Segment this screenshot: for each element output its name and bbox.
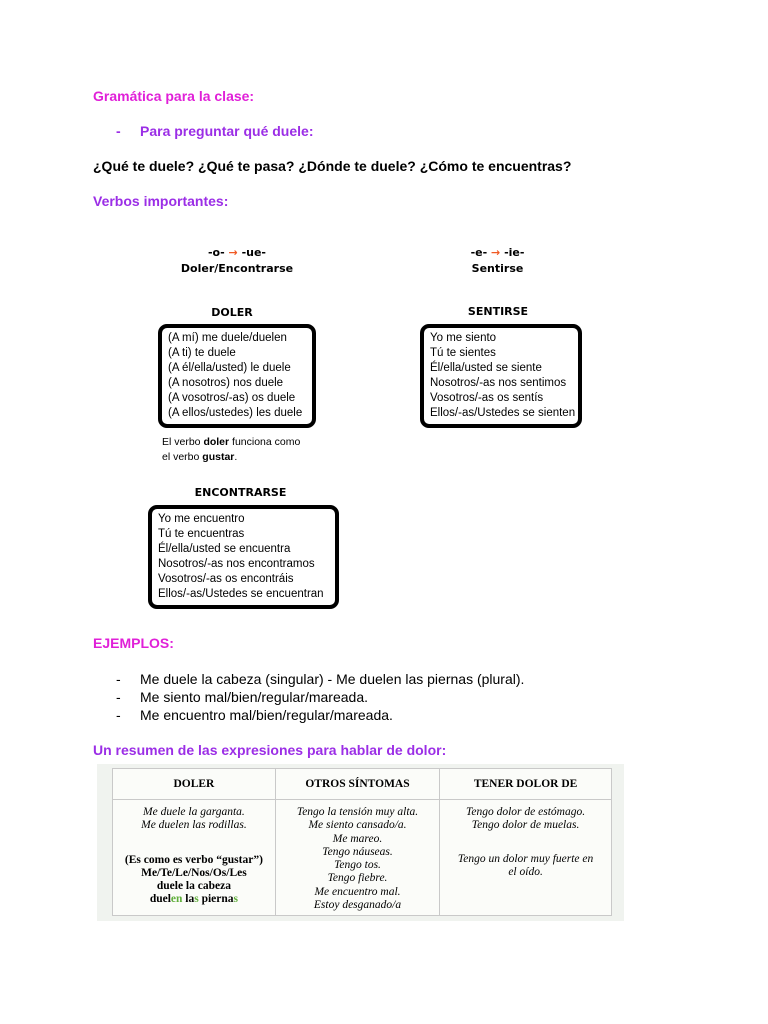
stem-from: -o- xyxy=(207,246,225,259)
highlighted-ending: en xyxy=(170,893,183,906)
questions-line: ¿Qué te duele? ¿Qué te pasa? ¿Dónde te duele? ¿Cómo te encuentras? xyxy=(93,158,572,174)
stem-change-o-ue xyxy=(162,245,312,277)
text-part: duel xyxy=(149,893,171,906)
conjugation-line: Yo me siento xyxy=(430,332,497,344)
list-item xyxy=(116,688,524,706)
symptom-line: Me siento cansado/a. xyxy=(308,819,407,832)
example-text: Me siento mal/bien/regular/mareada. xyxy=(140,689,369,705)
summary-table-image xyxy=(97,764,624,921)
conjugation-line: (A mí) me duele/duelen xyxy=(168,332,287,344)
arrow-right-icon: → xyxy=(228,246,238,259)
doler-title: DOLER xyxy=(211,306,253,319)
table-header: DOLER xyxy=(113,769,275,800)
conjugation-line: (A vosotros/-as) os duele xyxy=(168,392,296,404)
list-item xyxy=(116,706,524,724)
bullet-heading xyxy=(116,123,313,139)
sentirse-title: SENTIRSE xyxy=(467,305,529,318)
symptom-line: Tengo tos. xyxy=(334,859,381,872)
table-header: OTROS SÍNTOMAS xyxy=(275,769,439,800)
doler-cell xyxy=(113,800,275,916)
arrow-right-icon: → xyxy=(491,246,501,259)
doler-example: Me duelen las rodillas. xyxy=(141,819,247,832)
conjugation-line: Él/ella/usted se encuentra xyxy=(158,543,291,555)
tener-line: Tengo dolor de estómago. xyxy=(466,806,586,818)
symptom-line: Estoy desganado/a xyxy=(313,899,402,912)
conjugation-line: (A él/ella/usted) le duele xyxy=(168,362,291,374)
symptom-line: Tengo náuseas. xyxy=(322,845,393,858)
doler-note-line: Me/Te/Le/Nos/Os/Les xyxy=(141,866,247,879)
conjugation-line: (A ellos/ustedes) les duele xyxy=(168,407,303,419)
bullet-dash: - xyxy=(116,123,121,139)
doler-note xyxy=(162,435,300,465)
conjugation-line: Ellos/-as/Ustedes se encuentran xyxy=(158,588,324,600)
note-bold-verb: doler xyxy=(203,436,230,448)
symptom-line: Me mareo. xyxy=(332,832,383,845)
example-text: Me duele la cabeza (singular) - Me duelen las piernas (plural). xyxy=(140,671,525,687)
text-part: la xyxy=(182,893,195,906)
conjugation-line: Vosotros/-as os encontráis xyxy=(158,573,294,585)
list-dash: - xyxy=(116,671,121,687)
list-dash: - xyxy=(116,707,121,723)
conjugation-line: Vosotros/-as os sentís xyxy=(430,392,544,404)
note-text: . xyxy=(234,451,238,463)
stem-verbs-label: Doler/Encontrarse xyxy=(180,262,294,275)
tener-line: Tengo un dolor muy fuerte en xyxy=(457,852,594,865)
summary-table-frame xyxy=(112,768,612,916)
conjugation-line: Él/ella/usted se siente xyxy=(430,362,542,374)
bullet-heading-text: Para preguntar qué duele: xyxy=(140,123,314,139)
conjugation-line: (A ti) te duele xyxy=(168,347,236,359)
conjugation-line: Tú te encuentras xyxy=(158,528,245,540)
symptom-line: Tengo la tensión muy alta. xyxy=(296,806,419,818)
list-dash: - xyxy=(116,689,121,705)
list-item xyxy=(116,670,524,688)
conjugation-line: Yo me encuentro xyxy=(158,513,245,525)
summary-table xyxy=(113,769,611,915)
page-title: Gramática para la clase: xyxy=(93,88,255,104)
tener-dolor-cell xyxy=(440,800,611,916)
summary-heading: Un resumen de las expresiones para hablar de dolor: xyxy=(93,742,447,758)
highlighted-ending: s xyxy=(194,893,199,906)
text-part: pierna xyxy=(198,893,234,906)
doler-note-line: (Es como es verbo “gustar”) xyxy=(124,853,263,866)
examples-list xyxy=(116,670,524,724)
doler-example: Me duele la garganta. xyxy=(143,806,245,818)
highlighted-ending: s xyxy=(233,893,239,906)
conjugation-line: (A nosotros) nos duele xyxy=(168,377,284,389)
symptom-line: Me encuentro mal. xyxy=(314,885,401,898)
symptom-line: Tengo fiebre. xyxy=(327,872,388,885)
encontrarse-conjugation-box xyxy=(148,505,339,609)
note-text: El verbo xyxy=(162,436,204,448)
stem-from: -e- xyxy=(470,246,488,259)
stem-verbs-label: Sentirse xyxy=(471,262,524,275)
note-text: funciona como xyxy=(229,436,301,448)
conjugation-line: Tú te sientes xyxy=(430,347,496,359)
doler-note-last-line xyxy=(114,893,274,906)
encontrarse-title: ENCONTRARSE xyxy=(194,486,287,499)
stem-to: -ue- xyxy=(241,246,267,259)
tener-line: el oído. xyxy=(508,865,543,878)
verbs-heading: Verbos importantes: xyxy=(93,193,229,209)
stem-change-e-ie xyxy=(430,245,565,277)
example-text: Me encuentro mal/bien/regular/mareada. xyxy=(140,707,393,723)
sentirse-conjugation-box xyxy=(420,324,582,428)
conjugation-line: Ellos/-as/Ustedes se sienten xyxy=(430,407,576,419)
stem-to: -ie- xyxy=(504,246,525,259)
note-bold-verb: gustar xyxy=(202,451,235,463)
conjugation-line: Nosotros/-as nos sentimos xyxy=(430,377,567,389)
conjugation-line: Nosotros/-as nos encontramos xyxy=(158,558,315,570)
examples-heading: EJEMPLOS: xyxy=(93,635,174,651)
table-header: TENER DOLOR DE xyxy=(440,769,611,800)
doler-note-line: duele la cabeza xyxy=(156,880,231,893)
otros-sintomas-cell xyxy=(275,800,439,916)
note-text: el verbo xyxy=(162,451,203,463)
tener-line: Tengo dolor de muelas. xyxy=(471,819,580,832)
doler-conjugation-box xyxy=(158,324,316,428)
